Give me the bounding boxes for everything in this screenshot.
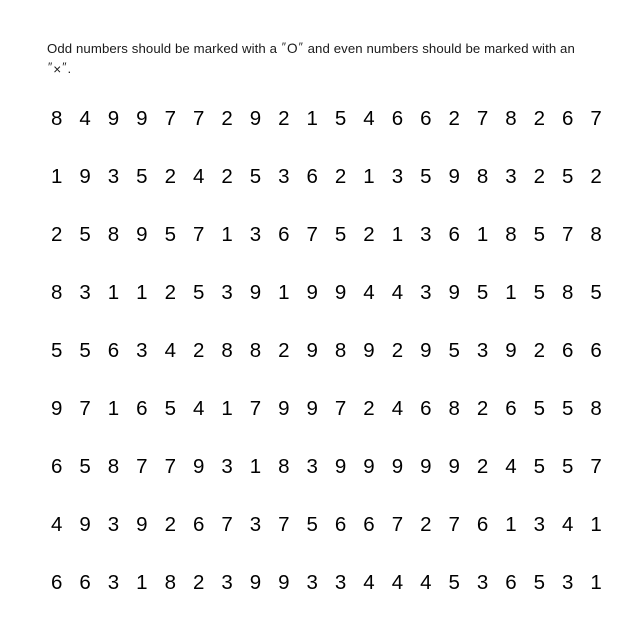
digit-cell[interactable]: 5: [79, 455, 91, 478]
digit-cell[interactable]: 5: [448, 571, 460, 594]
digit-cell[interactable]: 4: [363, 281, 375, 304]
digit-cell[interactable]: 9: [306, 281, 318, 304]
digit-cell[interactable]: 2: [391, 339, 404, 362]
digit-cell[interactable]: 9: [363, 455, 375, 478]
digit-cell[interactable]: 2: [363, 223, 375, 246]
digit-cell[interactable]: 2: [420, 513, 432, 536]
digit-cell[interactable]: 1: [505, 513, 517, 536]
digit-cell[interactable]: 9: [420, 455, 432, 478]
digit-cell[interactable]: 3: [107, 571, 120, 594]
digit-cell[interactable]: 2: [363, 397, 375, 420]
digit-cell[interactable]: 9: [334, 281, 347, 304]
digit-cell[interactable]: 7: [136, 455, 148, 478]
digit-cell[interactable]: 6: [306, 165, 318, 188]
digit-cell[interactable]: 8: [448, 397, 460, 420]
digit-cell[interactable]: 7: [192, 107, 205, 130]
digit-cell[interactable]: 6: [192, 513, 205, 536]
digit-cell[interactable]: 6: [79, 571, 91, 594]
digit-cell[interactable]: 5: [533, 455, 546, 478]
digit-cell[interactable]: 9: [79, 165, 91, 188]
digit-cell[interactable]: 4: [363, 571, 375, 594]
digit-cell[interactable]: 1: [249, 455, 262, 478]
digit-cell[interactable]: 9: [278, 571, 290, 594]
digit-cell[interactable]: 2: [164, 281, 176, 304]
digit-cell[interactable]: 9: [420, 339, 432, 362]
digit-cell[interactable]: 8: [590, 223, 602, 246]
digit-cell[interactable]: 9: [448, 455, 460, 478]
digit-cell[interactable]: 7: [192, 223, 205, 246]
digit-cell[interactable]: 5: [164, 397, 176, 420]
digit-cell[interactable]: 3: [476, 339, 489, 362]
digit-cell[interactable]: 3: [79, 281, 91, 304]
digit-cell[interactable]: 4: [505, 455, 517, 478]
digit-cell[interactable]: 6: [391, 107, 404, 130]
digit-cell[interactable]: 9: [391, 455, 404, 478]
digit-cell[interactable]: 9: [79, 513, 91, 536]
digit-cell[interactable]: 4: [562, 513, 574, 536]
digit-cell[interactable]: 5: [334, 107, 347, 130]
digit-cell[interactable]: 6: [562, 339, 574, 362]
digit-cell[interactable]: 9: [448, 165, 460, 188]
digit-cell[interactable]: 5: [476, 281, 489, 304]
digit-cell[interactable]: 8: [164, 571, 176, 594]
digit-cell[interactable]: 7: [476, 107, 489, 130]
digit-cell[interactable]: 6: [363, 513, 375, 536]
digit-cell[interactable]: 8: [278, 455, 290, 478]
digit-cell[interactable]: 7: [249, 397, 262, 420]
digit-cell[interactable]: 5: [306, 513, 318, 536]
digit-cell[interactable]: 5: [533, 223, 546, 246]
digit-cell[interactable]: 7: [306, 223, 318, 246]
digit-row: [44, 570, 612, 628]
digit-cell[interactable]: 1: [391, 223, 404, 246]
digit-row: [44, 164, 612, 222]
digit-cell[interactable]: 3: [533, 513, 546, 536]
digit-cell[interactable]: 2: [278, 339, 290, 362]
even-marker-quote: [47, 62, 67, 77]
digit-row: [44, 396, 612, 454]
digit-cell[interactable]: 9: [249, 281, 262, 304]
open-quote-odd: ″: [281, 40, 287, 55]
digit-cell[interactable]: 6: [562, 107, 574, 130]
digit-cell[interactable]: 8: [51, 281, 63, 304]
digit-cell[interactable]: 6: [505, 397, 517, 420]
digit-cell[interactable]: 5: [533, 397, 546, 420]
digit-cell[interactable]: 5: [562, 165, 574, 188]
digit-cell[interactable]: 1: [136, 281, 148, 304]
digit-cell[interactable]: 1: [221, 223, 233, 246]
close-quote-odd: ″: [298, 40, 303, 55]
digit-cell[interactable]: 3: [391, 165, 404, 188]
digit-cell[interactable]: 8: [505, 223, 517, 246]
digit-cell[interactable]: 9: [249, 571, 262, 594]
instruction-period: .: [67, 61, 72, 77]
digit-cell[interactable]: 4: [192, 165, 205, 188]
digit-cell[interactable]: 3: [420, 223, 432, 246]
digit-row: [44, 512, 612, 570]
digit-cell[interactable]: 8: [107, 455, 120, 478]
digit-cell[interactable]: 6: [51, 455, 63, 478]
instruction-text: [47, 38, 595, 78]
close-quote-even: ″: [62, 60, 67, 75]
digit-cell[interactable]: 5: [590, 281, 602, 304]
digit-cell[interactable]: 2: [448, 107, 460, 130]
digit-cell[interactable]: 3: [278, 165, 290, 188]
digit-cell[interactable]: 1: [505, 281, 517, 304]
digit-cell[interactable]: 6: [448, 223, 460, 246]
odd-marker-quote: [277, 41, 304, 56]
digit-cell[interactable]: 1: [107, 281, 120, 304]
digit-cell[interactable]: 1: [107, 397, 120, 420]
digit-cell[interactable]: 1: [221, 397, 233, 420]
digit-cell[interactable]: 4: [391, 397, 404, 420]
digit-cell[interactable]: 9: [334, 455, 347, 478]
digit-cell[interactable]: 3: [476, 571, 489, 594]
digit-cell[interactable]: 6: [505, 571, 517, 594]
digit-cell[interactable]: 9: [363, 339, 375, 362]
digit-cell[interactable]: 5: [334, 223, 347, 246]
digit-cell[interactable]: 1: [590, 571, 602, 594]
digit-cell[interactable]: 9: [192, 455, 205, 478]
digit-cell[interactable]: 3: [221, 281, 233, 304]
digit-cell[interactable]: 4: [391, 571, 404, 594]
digit-cell[interactable]: 2: [476, 455, 489, 478]
digit-cell[interactable]: 5: [164, 223, 176, 246]
digit-cell[interactable]: 5: [420, 165, 432, 188]
digit-cell[interactable]: 9: [136, 223, 148, 246]
digit-cell[interactable]: 5: [136, 165, 148, 188]
digit-cell[interactable]: 9: [136, 107, 148, 130]
digit-cell[interactable]: 9: [278, 397, 290, 420]
digit-cell[interactable]: 4: [420, 571, 432, 594]
digit-cell[interactable]: 8: [476, 165, 489, 188]
digit-cell[interactable]: 9: [306, 339, 318, 362]
digit-cell[interactable]: 8: [249, 339, 262, 362]
digit-cell[interactable]: 9: [505, 339, 517, 362]
instruction-part-1: Odd numbers should be marked with a: [47, 41, 278, 57]
digit-cell[interactable]: 8: [221, 339, 233, 362]
digit-cell[interactable]: 3: [107, 513, 120, 536]
digit-cell[interactable]: 9: [448, 281, 460, 304]
digit-cell[interactable]: 4: [363, 107, 375, 130]
digit-cell[interactable]: 2: [221, 107, 233, 130]
digit-cell[interactable]: 1: [363, 165, 375, 188]
digit-row: [44, 280, 612, 338]
number-grid: [44, 106, 612, 628]
digit-cell[interactable]: 2: [278, 107, 290, 130]
digit-cell[interactable]: 6: [136, 397, 148, 420]
digit-cell[interactable]: 7: [164, 107, 176, 130]
digit-cell[interactable]: 4: [391, 281, 404, 304]
odd-symbol-circle: O: [287, 41, 298, 57]
digit-cell[interactable]: 6: [107, 339, 120, 362]
digit-row: [44, 222, 612, 280]
digit-cell[interactable]: 7: [590, 107, 602, 130]
digit-cell[interactable]: 5: [79, 223, 91, 246]
digit-cell[interactable]: 3: [221, 571, 233, 594]
digit-cell[interactable]: 3: [306, 571, 318, 594]
digit-cell[interactable]: 2: [590, 165, 602, 188]
digit-cell[interactable]: 6: [278, 223, 290, 246]
digit-cell[interactable]: 3: [420, 281, 432, 304]
digit-cell[interactable]: 5: [562, 455, 574, 478]
digit-cell[interactable]: 2: [192, 571, 205, 594]
digit-cell[interactable]: 9: [136, 513, 148, 536]
digit-cell[interactable]: 3: [107, 165, 120, 188]
digit-cell[interactable]: 3: [334, 571, 347, 594]
digit-cell[interactable]: 7: [278, 513, 290, 536]
open-quote-even: ″: [48, 60, 53, 75]
digit-cell[interactable]: 6: [51, 571, 63, 594]
digit-cell[interactable]: 2: [164, 513, 176, 536]
digit-cell[interactable]: 2: [533, 107, 546, 130]
digit-cell[interactable]: 5: [249, 165, 262, 188]
digit-cell[interactable]: 1: [590, 513, 602, 536]
digit-cell[interactable]: 2: [334, 165, 347, 188]
digit-cell[interactable]: 7: [590, 455, 602, 478]
digit-cell[interactable]: 7: [448, 513, 460, 536]
digit-cell[interactable]: 2: [221, 165, 233, 188]
digit-cell[interactable]: 7: [164, 455, 176, 478]
digit-cell[interactable]: 2: [192, 339, 205, 362]
instruction-part-2: and even numbers should be marked with an: [307, 41, 575, 57]
digit-cell[interactable]: 8: [505, 107, 517, 130]
digit-cell[interactable]: 1: [278, 281, 290, 304]
digit-cell[interactable]: 5: [51, 339, 63, 362]
digit-cell[interactable]: 5: [533, 571, 546, 594]
digit-cell[interactable]: 8: [334, 339, 347, 362]
digit-cell[interactable]: 6: [420, 107, 432, 130]
digit-cell[interactable]: 9: [249, 107, 262, 130]
digit-cell[interactable]: 2: [476, 397, 489, 420]
digit-cell[interactable]: 6: [590, 339, 602, 362]
digit-cell[interactable]: 3: [505, 165, 517, 188]
digit-cell[interactable]: 3: [249, 223, 262, 246]
digit-cell[interactable]: 4: [192, 397, 205, 420]
digit-cell[interactable]: 1: [306, 107, 318, 130]
digit-cell[interactable]: 5: [192, 281, 205, 304]
digit-cell[interactable]: 6: [334, 513, 347, 536]
digit-cell[interactable]: 3: [136, 339, 148, 362]
digit-row: [44, 106, 612, 164]
digit-cell[interactable]: 8: [51, 107, 63, 130]
digit-cell[interactable]: 9: [51, 397, 63, 420]
digit-cell[interactable]: 5: [448, 339, 460, 362]
digit-cell[interactable]: 2: [164, 165, 176, 188]
digit-cell[interactable]: 5: [562, 397, 574, 420]
digit-cell[interactable]: 6: [476, 513, 489, 536]
even-symbol-cross: ×: [53, 61, 62, 77]
digit-cell[interactable]: 4: [51, 513, 63, 536]
digit-cell[interactable]: 3: [249, 513, 262, 536]
digit-cell[interactable]: 9: [107, 107, 120, 130]
digit-cell[interactable]: 4: [164, 339, 176, 362]
digit-cell[interactable]: 7: [79, 397, 91, 420]
digit-cell[interactable]: 7: [221, 513, 233, 536]
digit-cell[interactable]: 2: [533, 339, 546, 362]
digit-cell[interactable]: 1: [136, 571, 148, 594]
digit-row: [44, 454, 612, 512]
digit-cell[interactable]: 6: [420, 397, 432, 420]
digit-cell[interactable]: 5: [79, 339, 91, 362]
digit-row: [44, 338, 612, 396]
digit-cell[interactable]: 8: [590, 397, 602, 420]
digit-cell[interactable]: 8: [562, 281, 574, 304]
digit-cell[interactable]: 3: [562, 571, 574, 594]
digit-cell[interactable]: 7: [562, 223, 574, 246]
digit-cell[interactable]: 2: [533, 165, 546, 188]
digit-cell[interactable]: 4: [79, 107, 91, 130]
digit-cell[interactable]: 3: [221, 455, 233, 478]
digit-cell[interactable]: 2: [51, 223, 63, 246]
digit-cell[interactable]: 1: [476, 223, 489, 246]
digit-cell[interactable]: 7: [334, 397, 347, 420]
digit-cell[interactable]: 3: [306, 455, 318, 478]
digit-cell[interactable]: 7: [391, 513, 404, 536]
digit-cell[interactable]: 1: [51, 165, 63, 188]
digit-cell[interactable]: 9: [306, 397, 318, 420]
digit-cell[interactable]: 5: [533, 281, 546, 304]
digit-cell[interactable]: 8: [107, 223, 120, 246]
